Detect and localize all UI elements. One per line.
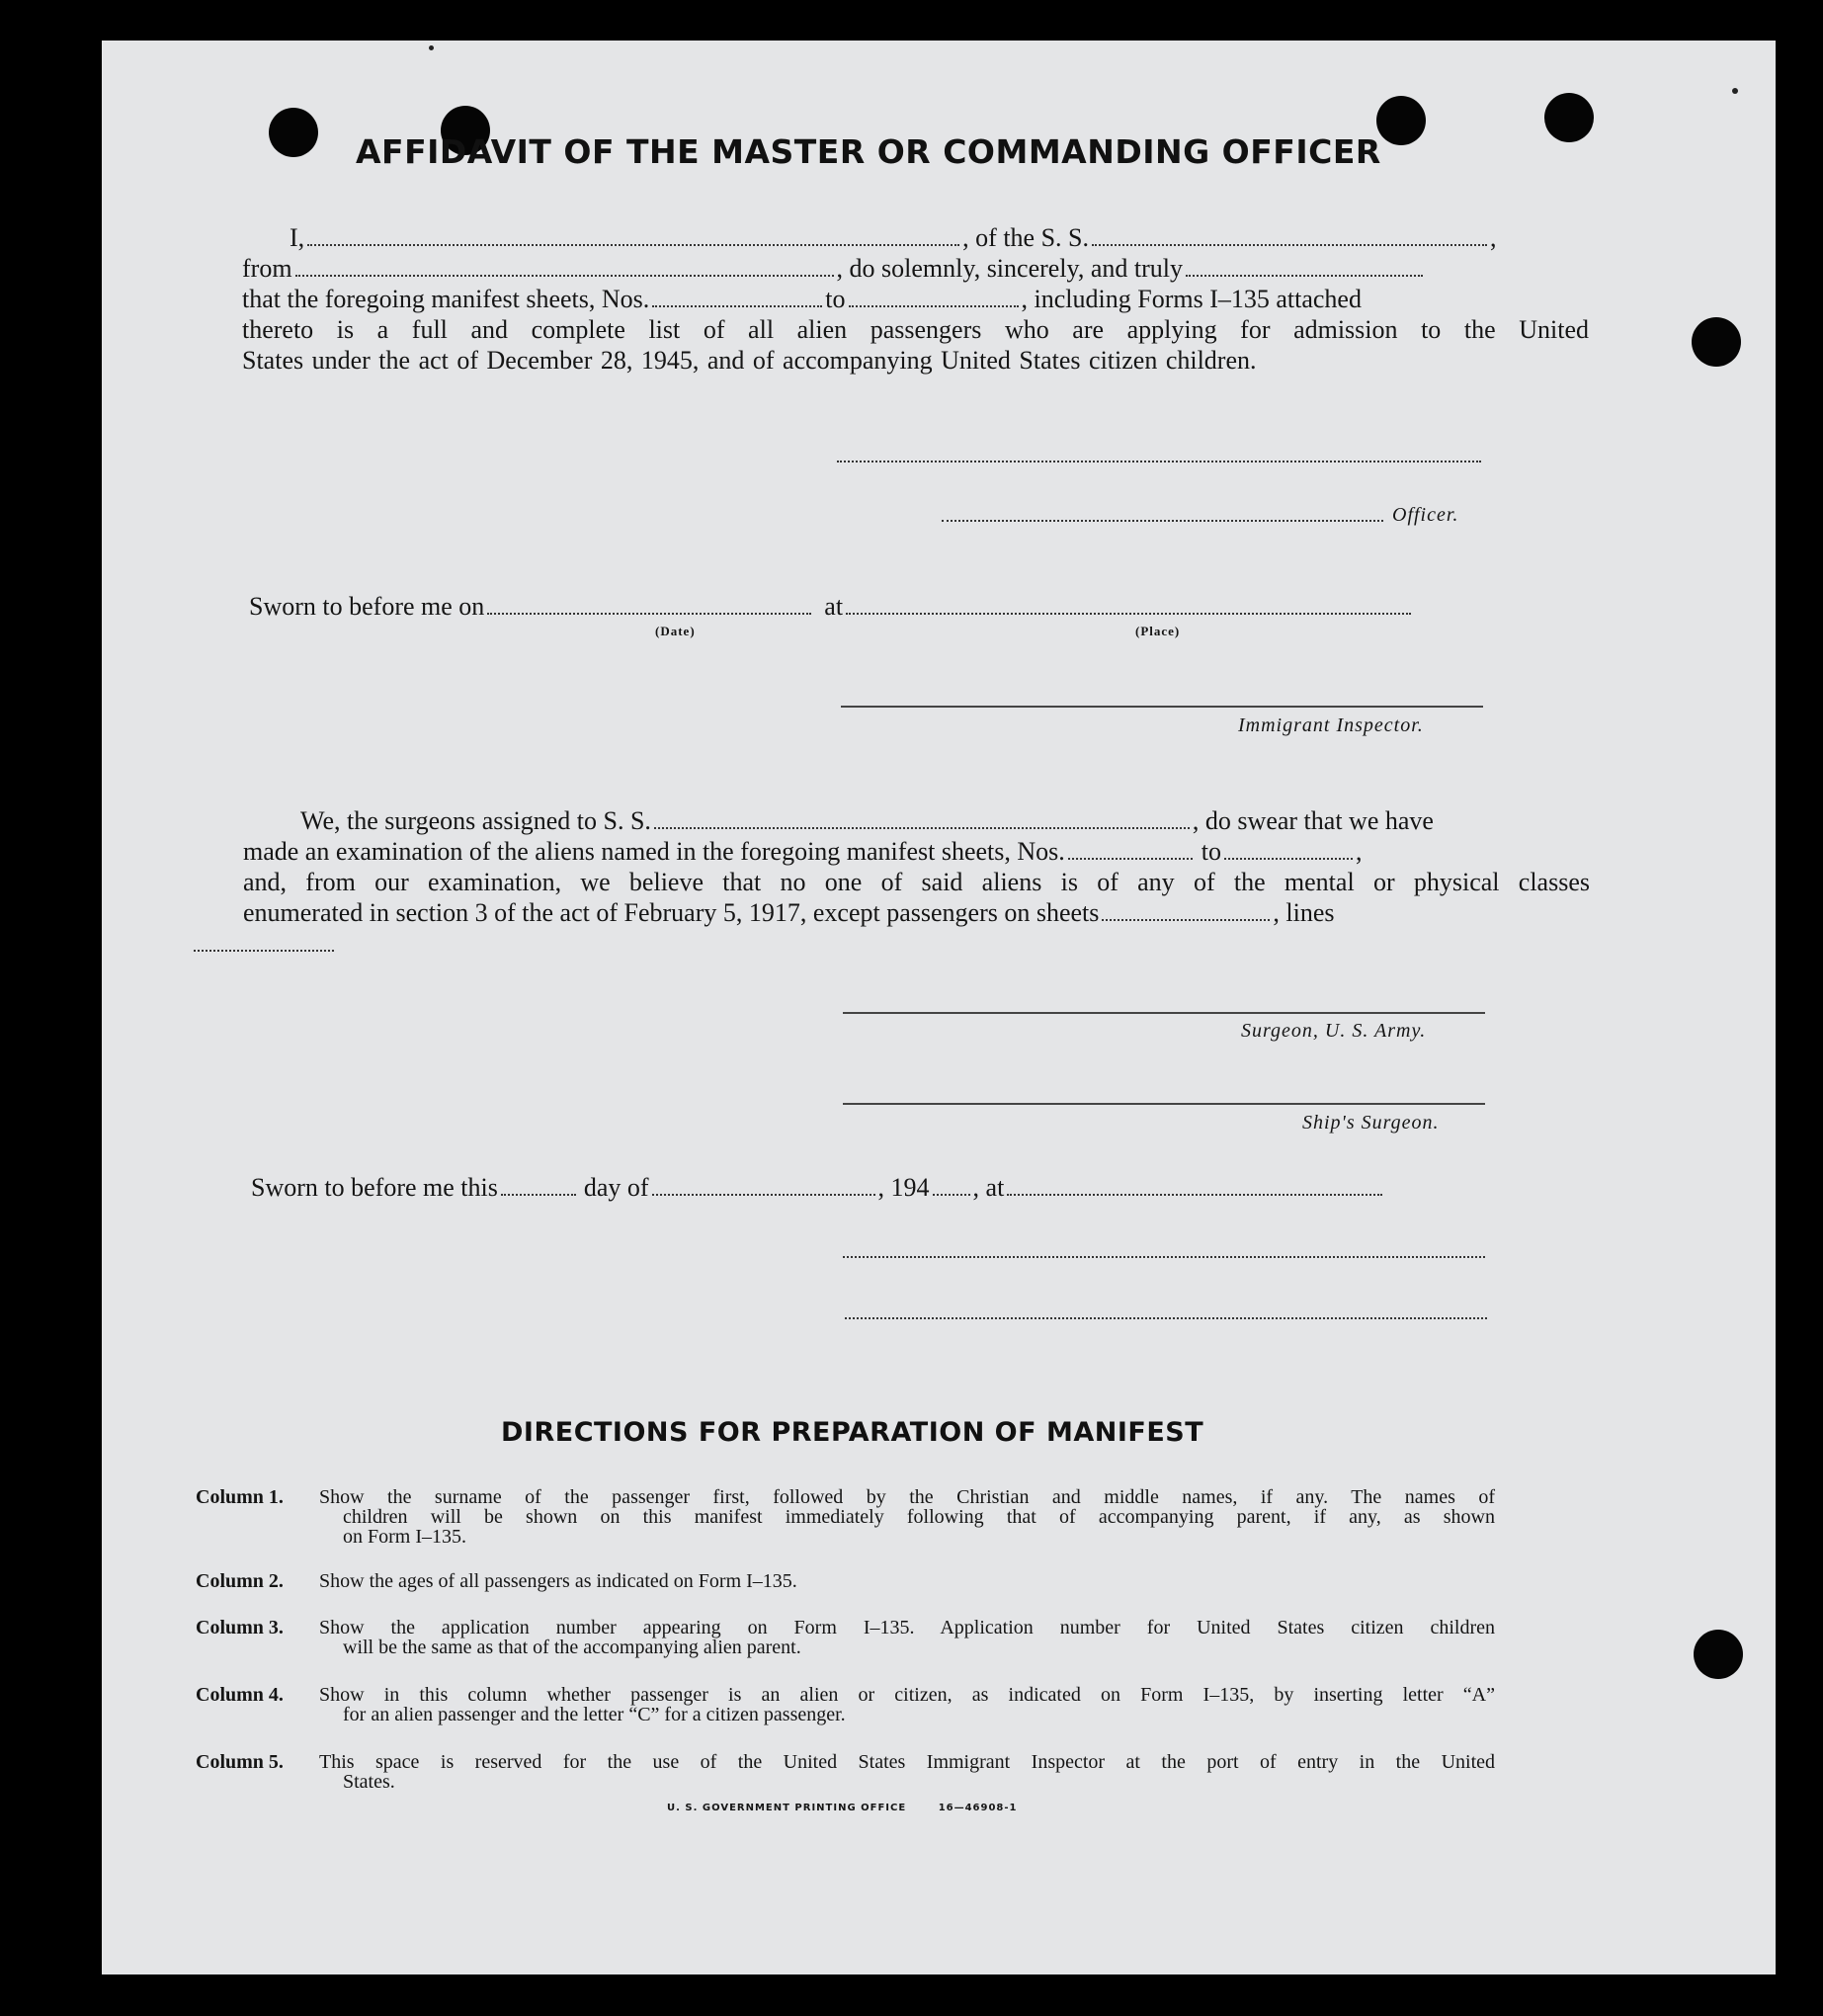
inspector-caption: Immigrant Inspector. [1238, 714, 1424, 736]
master-name-field[interactable] [307, 244, 959, 246]
ship-surgeon-signature-line[interactable] [843, 1103, 1485, 1105]
surgeons-text-b: , do swear that we have [1192, 806, 1434, 835]
surgeons-line-3: and, from our examination, we believe that no one of said aliens is of any of the mental or physical classes [243, 868, 1590, 896]
except-lines-field[interactable] [194, 950, 334, 952]
sworn-month-field[interactable] [652, 1194, 875, 1196]
oath-field[interactable] [1186, 275, 1423, 277]
affidavit-line-1 [242, 222, 1589, 253]
direction-text [319, 1571, 1495, 1591]
surgeons-to: to [1201, 837, 1221, 866]
direction-line: for an alien passenger and the letter “C” for a citizen passenger. [343, 1704, 846, 1725]
surgeon-ship-field[interactable] [654, 827, 1190, 829]
ship-name-field[interactable] [1092, 244, 1487, 246]
punch-hole [1692, 317, 1741, 367]
sworn-line-2 [251, 1172, 1385, 1203]
surgeon-sheets-from-field[interactable] [1068, 858, 1193, 860]
direction-text [319, 1618, 1495, 1657]
direction-line: Show the ages of all passengers as indicated on Form I–135. [319, 1570, 797, 1592]
sworn-title-line[interactable] [845, 1317, 1487, 1319]
speck [429, 45, 434, 50]
surgeons-line-2 [243, 836, 1363, 867]
affidavit-including: , including Forms I–135 attached [1021, 285, 1362, 313]
ship-surgeon-caption: Ship's Surgeon. [1302, 1112, 1440, 1134]
affidavit-line-5: States under the act of December 28, 1945, and of accompanying United States citizen children. [242, 346, 1257, 375]
direction-label: Column 1. [196, 1486, 284, 1508]
printing-office-footer [667, 1803, 1018, 1813]
punch-hole [1694, 1630, 1743, 1679]
sworn-at: at [824, 592, 844, 621]
direction-label: Column 2. [196, 1570, 284, 1592]
direction-line: will be the same as that of the accompanying alien parent. [343, 1637, 801, 1658]
directions-heading: DIRECTIONS FOR PREPARATION OF MANIFEST [501, 1417, 1204, 1448]
officer-title-line[interactable] [942, 520, 1383, 522]
direction-line: States. [343, 1771, 395, 1793]
direction-text [319, 1685, 1495, 1724]
army-surgeon-signature-line[interactable] [843, 1012, 1485, 1014]
officer-caption: Officer. [1392, 504, 1459, 526]
surgeons-comma: , [1356, 837, 1363, 866]
footer-code: 16—46908-1 [938, 1803, 1018, 1813]
place-caption: (Place) [1135, 624, 1181, 638]
affidavit-to: to [825, 285, 846, 313]
surgeons-text-a: We, the surgeons assigned to S. S. [300, 806, 651, 835]
sheets-to-field[interactable] [849, 305, 1019, 307]
punch-hole [1544, 93, 1594, 142]
surgeons-lines: , lines [1273, 898, 1335, 927]
affidavit-line-4: thereto is a full and complete list of all alien passengers who are applying for admission to the United [242, 315, 1589, 344]
master-signature-line[interactable] [837, 461, 1481, 462]
speck [1732, 88, 1738, 94]
sworn-line-1 [249, 591, 1414, 622]
form-sheet [102, 41, 1776, 1974]
sworn-year-field[interactable] [933, 1194, 970, 1196]
affidavit-comma: , [1490, 223, 1497, 252]
sworn-place-field-2[interactable] [1007, 1194, 1382, 1196]
affidavit-of-ss: , of the S. S. [962, 223, 1090, 252]
sworn2-day-of: day of [583, 1173, 649, 1202]
direction-line: This space is reserved for the use of the United States Immigrant Inspector at the port of entry in the United [319, 1751, 1495, 1773]
surgeons-line-1 [243, 805, 1434, 836]
footer-office: U. S. GOVERNMENT PRINTING OFFICE [667, 1803, 907, 1813]
affidavit-line-2 [242, 253, 1426, 284]
affidavit-line-3 [242, 284, 1362, 314]
sheets-from-field[interactable] [652, 305, 822, 307]
direction-label: Column 5. [196, 1751, 284, 1773]
inspector-signature-line[interactable] [841, 706, 1483, 708]
army-surgeon-caption: Surgeon, U. S. Army. [1241, 1020, 1427, 1042]
sworn2-year: , 194 [877, 1173, 930, 1202]
surgeons-line-4 [243, 897, 1335, 928]
port-from-field[interactable] [295, 275, 834, 277]
direction-text [319, 1487, 1495, 1547]
page-title: AFFIDAVIT OF THE MASTER OR COMMANDING OFFICER [356, 132, 1381, 171]
sworn-text: Sworn to before me on [249, 592, 485, 621]
affidavit-solemnly: , do solemnly, sincerely, and truly [836, 254, 1183, 283]
surgeon-sheets-to-field[interactable] [1224, 858, 1353, 860]
direction-line: children will be shown on this manifest immediately following that of accompanying parent, if any, as shown [343, 1506, 1495, 1528]
sworn-place-field[interactable] [846, 613, 1411, 615]
affidavit-from: from [242, 254, 292, 283]
sworn-day-field[interactable] [501, 1194, 576, 1196]
direction-line: Show in this column whether passenger is an alien or citizen, as indicated on Form I–135, by inserting letter “A” [319, 1684, 1495, 1706]
sworn-signature-line[interactable] [843, 1256, 1485, 1258]
sworn2-at: , at [972, 1173, 1005, 1202]
direction-label: Column 4. [196, 1684, 284, 1706]
direction-line: Show the application number appearing on Form I–135. Application number for United States citizen children [319, 1617, 1495, 1638]
affidavit-i: I, [290, 223, 305, 252]
affidavit-sheets: that the foregoing manifest sheets, Nos. [242, 285, 650, 313]
direction-text [319, 1752, 1495, 1792]
punch-hole [269, 108, 318, 157]
sworn-date-field[interactable] [487, 613, 811, 615]
except-sheets-field[interactable] [1102, 919, 1270, 921]
punch-hole [1376, 96, 1426, 145]
surgeons-sheets-text: made an examination of the aliens named in the foregoing manifest sheets, Nos. [243, 837, 1065, 866]
direction-label: Column 3. [196, 1617, 284, 1638]
direction-line: on Form I–135. [343, 1526, 466, 1548]
date-caption: (Date) [655, 624, 696, 638]
sworn2-text: Sworn to before me this [251, 1173, 498, 1202]
direction-line: Show the surname of the passenger first, followed by the Christian and middle names, if any. The names of [319, 1486, 1495, 1508]
surgeons-except-text: enumerated in section 3 of the act of February 5, 1917, except passengers on sheets [243, 898, 1100, 927]
